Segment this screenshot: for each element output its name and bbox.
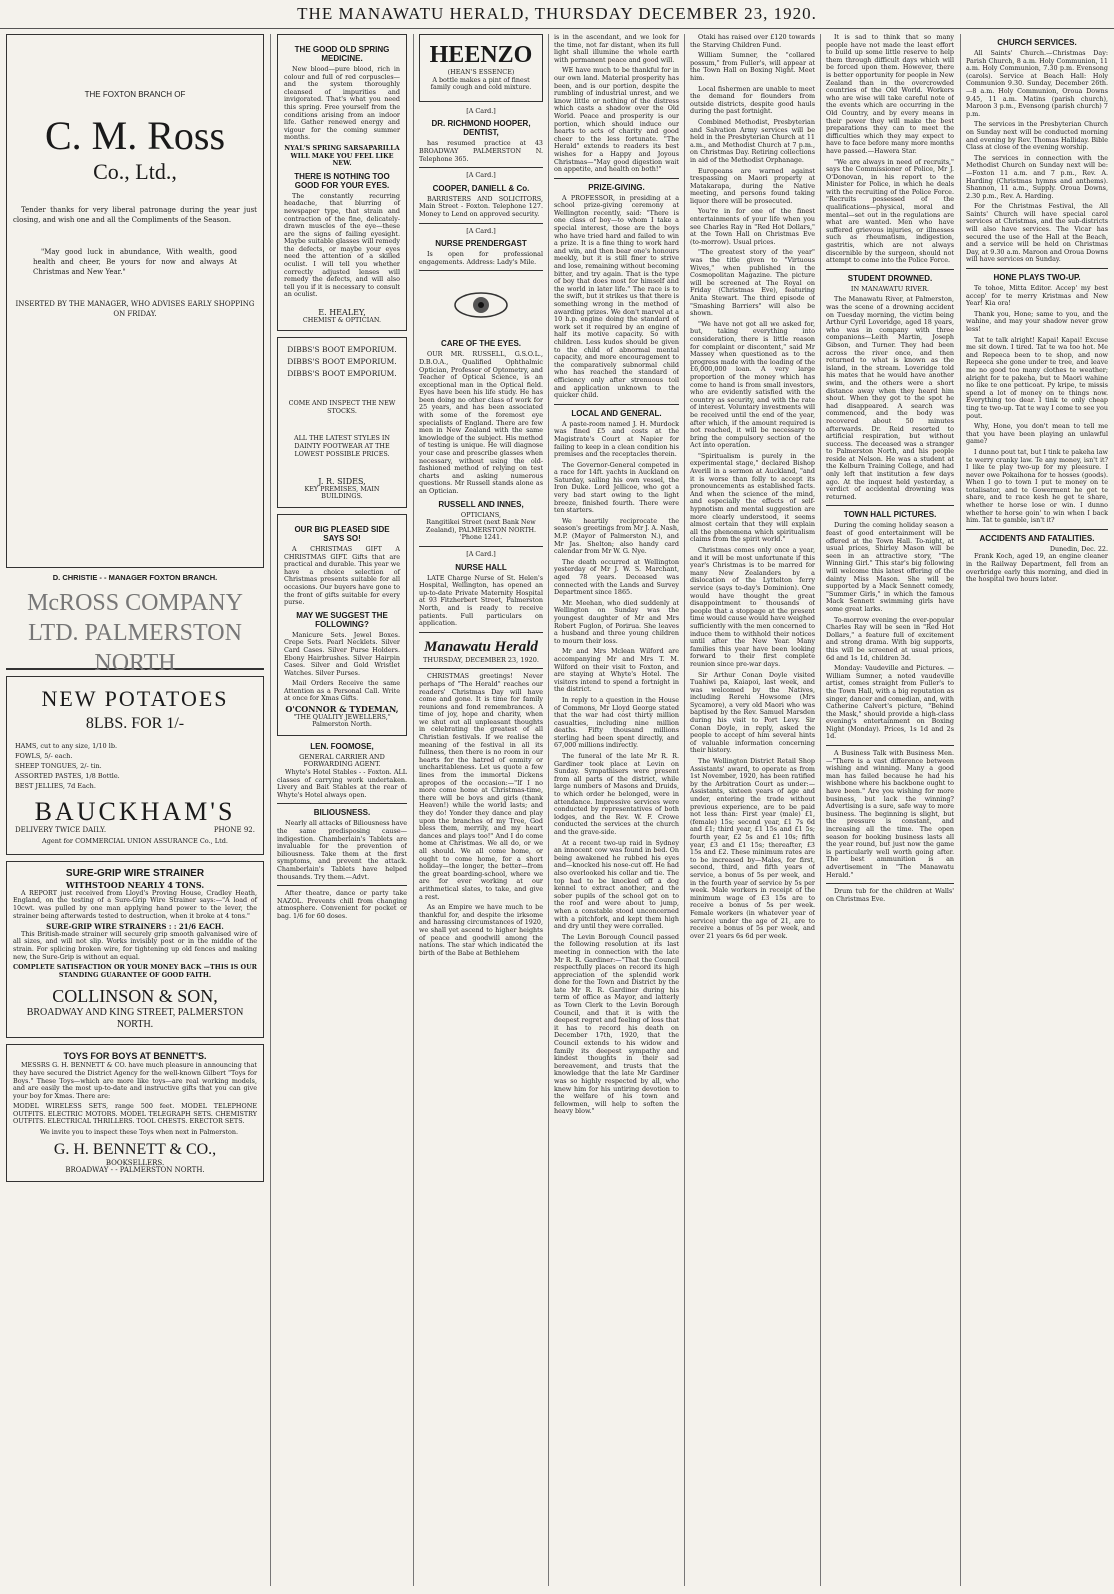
divider [826,505,954,506]
town-title: TOWN HALL PICTURES. [843,510,937,520]
boots-advert [277,337,407,508]
spring-advert [277,34,407,331]
news-item: "We have not got all we asked for, but, taking everything into consideration, there is little reason for complaint or discontent," said Mr Massey when questioned as to the progress made with the loading of the £6,000,000 loan. A very large proportion of the money which has come to hand is from small investors, who are evidently satisfied with the country as security, and with the rate of interest. Voluntary investments will be received until the end of the year, after which, if the amount required is not reached, it will be necessary to bring the compulsory section of the Act into operation. [690,319,815,450]
divider [826,745,954,746]
strainer-text2: This British-made strainer will securely grip smooth galvanised wire of all sizes, and will not slip. Works invisibly post or in the middle of the strain. For splicing broken wire, for tightening up old fences and making new, the Sure-Grip is without an equal. [13,929,257,961]
russell-address: Rangitikei Street (next Bank New Zealand), PALMERSTON NORTH. 'Phone 1241. [425,518,537,542]
divider [419,546,543,547]
xmas-title: OUR BIG PLEASED SIDE SAYS SO! [294,524,390,543]
student-sub: IN MANAWATU RIVER. [850,284,930,293]
column-divider [820,34,821,1586]
local-text: The Governor-General competed in a race for 14ft. yachts in Auckland on Saturday, sailing his own vessel, the Iron Duke. Lord Jellicoe, who got a very bad start owing to the light breeze, finished fourth. There were ten starters. [554,460,679,515]
accidents-place: Dunedin, Dec. 22. [1049,544,1108,553]
news-item: The Wellington District Retail Shop Assistants' award, to operate as from 1st November, 1920, has been ratified by the Arbitration Court as under:—Assistants, sixteen years of age and under, entering the trade without previous experience, are to be paid not less than: First year (male) £1, (female) 15s; second year, £1 7s 6d and £1; third year, £1 15s and £1 5s; fourth year, £2 5s and £1 10s; fifth year, £3 and £1 15s; thereafter, £3 15s and £2. These minimum rates are to be increased by—Males, for first, second, third, and fifth years of service, a bonus of 5s per week, and in the fourth year of service by 5s per week. Male workers in receipt of the minimum wage of £3 15s are to receive a bonus of 5s per week. Female workers (in whatever year of service) under the age of 21, are to receive a bonus of 5s per week, and over 21 years 6s 6d per week. [690,757,815,940]
local-title: LOCAL AND GENERAL. [571,408,662,418]
siders-name: J. R. SIDES, [318,477,366,487]
healey-sub: CHEMIST & OPTICIAN. [302,315,382,324]
column-2 [277,34,407,1586]
prize-text: A PROFESSOR, in presiding at a school prize-giving ceremony at Wellington recently, said: "There is one class of boy—to whom I take a special interest, those are the boys who have tried hard and failed to win a prize. It is a fine thing to work hard and win, and then bear one's honours meekly, but it is still finer to strive and lose, remaining without becoming bitter, and try again. That is the type of boy that does most for himself and the world in later life." The race is to the swift, but it strikes us that there is something wrong in the method of awarding prizes. We don't marvel at a 10 h.p. engine doing the standard of work set it required by an engine of half its motive capacity. So with children. Less kudos should be given to the child of abnormal mental capacity, and more encouragement to the comparatively subnormal child who has reached the standard of efficiency only after strenuous toil and application unknown to the quicker child. [554,193,679,400]
divider [554,178,679,179]
church-title: CHURCH SERVICES. [997,38,1077,47]
toys-title: TOYS FOR BOYS AT BENNETT'S. [63,1051,207,1062]
news-item: Sir Arthur Conan Doyle visited Tuahiwi pa, Kaiapoi, last week, and was welcomed by the Natives, including Rerehi Howsome (Mrs Sycamore), a very old Maori who was baptised by the Rev. Samuel Marsden during his visit to Port Levy. Sir Conan Doyle, in reply, asked the people to accept of him several hints of valuable information concerning their history. [690,670,815,755]
eye-illustration [419,275,543,335]
len-text: Whyte's Hotel Stables - - Foxton. ALL classes of carrying work undertaken. Livery and Bait Stables at the rear of Whyte's Hotel always open. [277,768,407,799]
divider [419,668,543,669]
care-title: CARE OF THE EYES. [440,339,521,349]
divider [554,404,679,405]
news-item: "We are always in need of recruits," says the Commissioner of Police, Mr J. O'Donovan, in his report to the Minister for Police, in which he deals with the recruiting of the Police Force. "Recruits possessed of the qualifications—physical, moral and mental—set out in the regulations are what are wanted. Men who have suffered grievous injuries, or illnesses such as rheumatism, indigestion, gastritis, which are not always discernible by the surgeon, should not attempt to come into the Police Force. [826,157,954,265]
divider [419,632,543,633]
masthead: THE MANAWATU HERALD, THURSDAY DECEMBER 23, 1920. [0,0,1114,29]
oconnor-sub: "THE QUALITY JEWELLERS," Palmerston North. [293,712,391,729]
healey-name: E. HEALEY, [318,308,366,318]
divider [966,529,1108,530]
bennett-name: G. H. BENNETT & CO., [53,1140,217,1158]
local-text: Mr and Mrs Mclean Wilford are accompanying Mr and Mrs T. M. Wilford on their visit to Foxton, and are staying at Whyte's Hotel. The visitors intend to spend a fortnight in the district. [554,647,679,694]
strainer-guarantee: COMPLETE SATISFACTION OR YOUR MONEY BACK —THIS IS OUR STANDING GUARANTEE OF GOOD FAITH. [13,963,257,979]
potatoes-advert [6,676,264,855]
xmas-text2: Mail Orders Receive the same Attention as a Personal Call. Write at once for Xmas Gifts. [284,679,400,703]
divider [419,270,543,271]
news-item: Combined Methodist, Presbyterian and Salvation Army services will be held in the Presbyterian Church at 11 a.m., and Methodist Church at 7 p.m., on Christmas Day. Retiring collections in aid of the Methodist Orphanage. [690,117,815,164]
church-text: The services in connection with the Methodist Church on Sunday next will be:—Foxton 11 a.m. and 7 p.m., Rev. A. Harding (Christmas hymns and anthems). Shannon, 11 a.m., Supply. Oroua Downs, 2.30 p.m., Rev. A. Harding. [966,153,1108,200]
ross-name: C. M. Ross [44,112,226,158]
herald-date: THURSDAY, DECEMBER 23, 1920. [423,655,539,664]
town-text: During the coming holiday season a feast of good entertainment will be offered at the Town Hall. To-night, at usual prices, Shirley Mason will be seen in an attractive story, "The Winning Girl." This star's big following will welcome this latest offering of the dainty Miss Mason. She will be supported by a Mack Sennett comedy, "Summer Girls," in which the famous Mack Sennett swimming girls have some great larks. [826,521,954,613]
toys-list: MODEL WIRELESS SETS, range 500 feet. MODEL TELEPHONE OUTFITS. ELECTRIC MOTORS. MODEL TELEGRAPH SETS. CHEMISTRY OUTFITS. ELECTRICAL THRILLERS. TOOL CHESTS. ERECTOR SETS. [13,1102,257,1126]
potatoes-items [15,741,255,791]
bauckham-delivery-row [15,827,255,835]
student-text: The Manawatu River, at Palmerston, was the scene of a drowning accident on Tuesday morning, the victim being Arthur Cyril Loveridge, aged 18 years, who was in company with three companions—Leith Martin, Joseph Gibson, and Turner. They had been across the river once, and then returned to what is known as the island, in the stream. Loveridge told his mates that he would have another swim, and the others were a short distance away when they heard him shout. When they got to the spot he had disappeared. A search was commenced, and the body was recovered about 50 minutes afterwards. Dr. Reid resorted to artificial respiration, but without success. The deceased was a stranger to Palmerston North, and his people reside at Nelson. He was a student at the Kelburn Training College, and had only left that institution a few days ago. At the inquest held yesterday, a verdict of accidental drowning was returned. [826,295,954,501]
local-text: In reply to a question in the House of Commons, Mr Lloyd George stated that the war had cost thirty million casualties, including nine million deaths. Fifty thousand millions sterling had been spent directly, and 67,000 millions indirectly. [554,695,679,750]
toys-advert [6,1044,264,1182]
strainer-price: SURE-GRIP WIRE STRAINERS : : 21/6 EACH. [46,922,224,932]
eyes-title: THERE IS NOTHING TOO GOOD FOR YOUR EYES. [294,171,390,190]
ross-footer: INSERTED BY THE MANAGER, WHO ADVISES EARLY SHOPPING ON FRIDAY. [15,299,255,318]
potatoes-item: SHEEP TONGUES, 2/- tin. [15,761,102,770]
len-sub: GENERAL CARRIER AND FORWARDING AGENT. [299,752,385,769]
card-label: [A Card.] [466,171,496,180]
herald-title: Manawatu Herald [424,638,538,655]
bennett-address: BROADWAY - - PALMERSTON NORTH. [65,1166,205,1175]
eyes-text: The constantly recurring headache, that blurring of newspaper type, that strain and contraction of the fine, delicately-drawn muscles of the eye—these are the signs of failing eyesight. Maybe suitable glasses will remedy the defects, or maybe your eyes need the attention of a skilled oculist. I will tell you whether correctly adjusted lenses will remedy the defects, and will also tell you if it is necessary to consult an oculist. [284,191,400,299]
hooper-name: DR. RICHMOND HOOPER, DENTIST, [431,119,531,138]
xmas-advert [277,514,407,736]
column-1 [6,34,264,1586]
bauckham-phone: PHONE 92. [213,825,255,834]
news-item: It is sad to think that so many people have not made the least effort to build up some little reserve to help them through difficult days which will be forced upon them. However, there is better opportunity for people in New Zealand than in the overcrowded countries of the Old World. Workers who are wise will take careful note of the events which are occurring in the Old Country, and by every means in their power they will make the best preparations they can to meet the difficulties which they may expect to have to face before many more months have passed.—Hawera Star. [826,34,954,155]
care-text: OUR MR. RUSSELL, G.S.O.L., D.B.O.A., Qualified Ophthalmic Optician, Professor of Optometry, and Teacher of Optical Science, is an exceptional man in the Optical field. Eyes have been his life study. He has been doing no other class of work for 25 years, and has been associated with some of the foremost eye specialists of England. There are few men in New Zealand with the same knowledge of the subject. His method of testing is unique. He will diagnose your case and prescribe glasses when necessary, without using the old-fashioned method of relying on test charts and asking numerous questions. Mr Russell stands alone as an Optician. [419,350,543,495]
bilious-text: Nearly all attacks of Biliousness have the same predisposing cause—indigestion. Chamberlain's Tablets are invaluable for the prevention of biliousness. Take them at the first symptoms, and prevent the attack. Chamberlain's Tablets have helped thousands. Try them.—Advt. [277,819,407,881]
news-item: "The greatest story of the year" was the title given to "Virtuous Wives," when published in the Cosmopolitan Magazine. The picture will be screened at The Royal on Friday (Christmas Eve), featuring Anita Stewart. The third episode of "Smashing Barriers" will also be shown. [690,248,815,318]
eye-icon [451,285,511,325]
oconnor-name: O'CONNOR & TYDEMAN, [285,704,399,715]
divider [419,223,543,224]
divider [277,885,407,886]
editorial: CHRISTMAS greetings! Never perhaps of "The Herald" reaches our readers' Christmas Day will have come and gone. It is time for family reunions and fond remembrances. A time of joy, hope and charity, when we shut out all unpleasant thoughts in celebrating the greatest of all Christian festivals. If we realise the meaning of the festival in all its fullness, then there is no room in our hearts for the hatred of enmity or uncharitableness. Let us quote a few lines from the immortal Dickens apropos of the occasion:—"If I no more come home at Christmas-time, there will be boys and girls (thank Heaven!) while the world lasts; and they do! Yonder they dance and play upon the branches of my Tree, God bless them, merrily, and my heart dances and plays too!" And I do come home at Christmas. We all do, or we all should. We all come home, or ought to come home, for a short holiday—the longer, the better—from the great boarding-school, where we are for ever working at our arithmetical slates, to take, and give a rest. [419,672,543,901]
cooper-text: BARRISTERS AND SOLICITORS, Main Street - Foxton. Telephone 127. Money to Lend on approved security. [419,194,543,218]
xmas-items: Manicure Sets. Jewel Boxes. Crepe Sets. Pearl Necklets. Silver Card Cases. Silver Purse Holders. Ebony Hairbrushes. Silver Hairpin Cases. Silver and Gold Wristlet Watches. Silver Purses. [284,630,400,677]
local-text: We heartily reciprocate the season's greetings from Mr J. A. Nash, M.P. (Mayor of Palmerston N.), and Mr Jas. Shelton; also handy card calendar from Mr W. G. Nye. [554,516,679,556]
hone-text: Te tohoe, Mitta Editor. Accep' my best accep' for te merry Kristmas and New Year! Kia ora! [966,284,1108,308]
divider [419,167,543,168]
potatoes-price: 8LBS. FOR 1/- [85,714,185,732]
nurse-hall-text: LATE Charge Nurse of St. Helen's Hospital, Wellington, has opened an up-to-date Private Maternity Hospital at 93 Fitzherbert Street, Palmerston North, and is ready to receive patients. Full particulars on application. [419,573,543,628]
church-text: The services in the Presbyterian Church on Sunday next will be conducted morning and evening by Rev. Thomas Halliday. Bible Class at close of the evening worship. [966,120,1108,152]
ross-company: Co., Ltd., [93,158,177,184]
potatoes-item: BEST JELLIES, 7d Each. [15,781,96,790]
column-3 [419,34,543,1586]
ross-logo: McROSS COMPANY LTD. PALMERSTON NORTH [6,588,264,670]
boots-text: COME AND INSPECT THE NEW STOCKS. [288,399,396,415]
bennett-sub: BOOKSELLERS. [105,1158,165,1167]
boots-title: DIBBS'S BOOT EMPORIUM. DIBBS'S BOOT EMPORIUM. DIBBS'S BOOT EMPORIUM. [287,345,397,379]
potatoes-item: FOWLS, 5/- each. [15,751,73,760]
local-text: The Levin Borough Council passed the following resolution at its last meeting in connection with the late Mr R. R. Gardiner:—"That the Council respectfully places on record its high appreciation of the splendid work done for the Town and District by the late Mr R. R. Gardiner during his term of office as Mayor, and latterly as Town Clerk to the Levin Borough Council, and that it is with the deepest regret and feeling of loss that it has to record his death on December 17th, 1920, that the Council extends to his widow and family its deepest sympathy and kindest thoughts in their sad bereavement, and trusts that the knowledge that the late Mr Gardiner was so highly respected by all, who knew him for his untiring devotion to the welfare of his town and fellowmen, will help to soften the heavy blow." [554,932,679,1116]
hone-title: HONE PLAYS TWO-UP. [993,273,1081,283]
potatoes-item: ASSORTED PASTES, 1/8 Bottle. [15,771,120,780]
strainer-text: A REPORT just received from Lloyd's Proving House, Cradley Heath, England, on the testing of a Sure-Grip Wire Strainer says:—"A load of 10cwt. was pulled by one man applying hand power to the lever, the strainer being afterwards tested to destruction, when it broke at 4 tons." [13,888,257,920]
news-item: Otaki has raised over £120 towards the Starving Children Fund. [690,34,815,49]
potatoes-title: NEW POTATOES [41,685,229,711]
column-divider [413,34,414,1586]
nurse-hall-name: NURSE HALL [455,562,507,572]
russell-sub: OPTICIANS, [460,510,502,519]
heenzo-name: HEENZO [429,42,533,68]
toys-text: MESSRS G. H. BENNETT & CO. have much pleasure in announcing that they have secured the District Agency for the well-known Gilbert "Toys for Boys." These Toys—which are more like toys—are real working models, and are easily the most up-to-date and instructive gifts that you can give your boy for Xmas. There are: [13,1061,257,1100]
news-item: Christmas comes only once a year, and it will be most unfortunate if this year's Christmas is to be marred for many New Zealanders by a dislocation of the Lyttelton ferry service (says to-day's Dominion). One would have thought the great disappointment to thousands of people that a stoppage at the present time would cause would have weighed sufficiently with the men concerned to induce them to withhold their notices until after the New Year. Many families this year have been looking forward to their first complete reunion since pre-war days. [690,546,815,668]
hooper-text: has resumed practice at 43 BROADWAY PALMERSTON N. Telephone 365. [419,139,543,163]
spring-title: THE GOOD OLD SPRING MEDICINE. [294,45,390,63]
strainer-sub: WITHSTOOD NEARLY 4 TONS. [65,879,205,890]
nurse-name: NURSE PRENDERGAST [435,239,527,249]
bilious-title: BILIOUSNESS. [313,808,371,818]
column-7 [966,34,1108,1586]
column-5 [690,34,815,1586]
hone-text: I dunno pout tat, but I tink te pakeha law te werry cranky law. Te any money, isn't it? I like te play two-up for my pleesure. I never owe Pokaihona for te hosses (goods). When I go to town I put te money on te totalisator, and te Gowerment he get te share, and te race kesh he get te share, whether te horse lose or win. I dunno whether te horse goin' to win when I back him. Tat te gamble, isn't it? [966,447,1108,525]
after-text: After theatre, dance or party take NAZOL. Prevents chill from changing atmosphere. Convenient for pocket or bag. 1/6 for 60 doses. [277,889,407,920]
xmas-text: A CHRISTMAS GIFT A CHRISTMAS GIFT. Gifts that are practical and durable. This year we have a choice selection of Christmas presents suitable for all occasions. Our buyers have gone to the front of gifts suitable for every purse. [284,544,400,607]
local-text: The funeral of the late Mr R. R. Gardiner took place at Levin on Sunday. Sympathisers were present from all parts of the district, while large numbers of Masons and Druids, to which order he belonged, were in attendance. Impressive services were conducted by representatives of both lodges, and the Rev. W. F. Crowe conducted the services at the church and the grave-side. [554,752,679,836]
heenzo-sub: (HEAN'S ESSENCE) [447,68,515,76]
spring-text: New blood—pure blood, rich in colour and full of red corpuscles—and the system thoroughly cleansed of impurities and invigorated. That's what you need this spring. Free yourself from the conditions arising from an indoor life. Gather renewed energy and vigour for the coming summer months. [284,65,400,142]
divider [826,883,954,884]
editorial2: As an Empire we have much to be thankful for, and despite the irksome and harassing circumstances of 1920, we shall yet ascend to higher heights of peace and goodwill among the nations. The star which indicated the birth of the Babe at Bethlehem [419,903,543,957]
nurse-text: Is open for professional engagements. Address: Lady's Mile. [419,250,543,266]
card-label: [A Card.] [466,106,496,115]
editorial-cont2: WE have much to be thankful for in our own land. Material prosperity has been, and is our portion, despite the rumbling of industrial unrest, and we know little or nothing of the distress which casts a shadow over the Old World. Peace and prosperity is our portion, which should induce our hearts to acts of charity and good cheer to the less fortunate. "The Herald" extends to readers its best wishes for a Happy and Joyous Christmas—"May good digestion wait on appetite, and health on both!" [554,66,679,174]
drum-text: Drum tub for the children at Walls' on Christmas Eve. [826,887,954,903]
bauckham-name: BAUCKHAM'S [34,796,236,826]
collinson-address: BROADWAY AND KING STREET, PALMERSTON NORTH. [26,1007,244,1031]
heenzo-text: A bottle makes a pint of finest family cough and cold mixture. [430,75,532,92]
church-text: All Saints' Church.—Christmas Day: Parish Church, 8 a.m. Holy Communion, 11 a.m. Holy Communion, 7.30 p.m. Evensong (carols). Service at Beach Hall: Holy Communion 9.30. Sunday, December 26th.—8 a.m. Holy Communion, Oroua Downs 9.45, 11 a.m. Matins (parish church), Maroon 3 p.m., Evensong (parish church) 7 p.m. [966,49,1108,118]
strainer-advert [6,861,264,1039]
editorial-cont: is in the ascendant, and we look for the time, not far distant, when its full light shall illumine the whole earth with permanent peace and good will. [554,34,679,64]
ross-ad-head: THE FOXTON BRANCH OF [84,90,186,99]
ross-verse: "May good luck in abundance, With wealth, good health and cheer, Be yours for now and always At Christmas and New Year." [33,247,237,276]
column-divider [548,34,549,1586]
news-item: You're in for one of the finest entertainments of your life when you see Charles Ray in "Red Hot Dollars," at the Town Hall on Christmas Eve (to-morrow). Usual prices. [690,207,815,246]
news-item: "Spiritualism is purely in the experimental stage," declared Bishop Averill in a sermon at Auckland, "and it is worse than folly to accept its pronouncements as established facts. And when the science of the mind, and especially the effects of self-hypnotism and mental suggestion are more clearly understood, it seems almost certain that they will explain all the phenomena which spiritualism claims from the spirit world." [690,451,815,544]
heenzo-advert [419,34,543,102]
xmas-question: MAY WE SUGGEST THE FOLLOWING? [296,610,388,629]
accidents-text: Frank Koch, aged 19, an engine cleaner in the Railway Department, fell from an overbridge early this morning, and died in the hospital two hours later. [966,552,1108,584]
bauckham-delivery: DELIVERY TWICE DAILY. [15,825,107,834]
hone-text: Thank you, Hone; same to you, and the wahine, and may your shadow never grow less! [966,309,1108,333]
town-text: To-morrow evening the ever-popular Charles Ray will be seen in "Red Hot Dollars," a feature full of excitement and strong drama. With big supports, this will be screened at usual prices, 6d and 1s 1d, children 3d. [826,615,954,662]
siders-sub: KEY PREMISES, MAIN BUILDINGS. [304,484,380,501]
collinson-name: COLLINSON & SON, [52,986,218,1007]
toys-invite: We invite you to inspect these Toys when next in Palmerston. [39,1128,239,1137]
russell-name: RUSSELL AND INNES, [438,499,524,509]
local-text: Mr. Meehan, who died suddenly at Wellington on Sunday was the youngest daughter of Mr and Mrs Robert Fuglon, of Porirua. She leaves a husband and three young children to mourn their loss. [554,598,679,645]
divider [826,269,954,270]
boots-text2: ALL THE LATEST STYLES IN DAINTY FOOTWEAR AT THE LOWEST POSSIBLE PRICES. [293,434,391,458]
strainer-title: SURE-GRIP WIRE STRAINER [65,867,205,879]
accidents-title: ACCIDENTS AND FATALITIES. [979,533,1095,543]
column-divider [270,34,271,1586]
column-4 [554,34,679,1586]
card-label: [A Card.] [466,549,496,558]
column-6 [826,34,954,1586]
column-divider [960,34,961,1586]
news-item: William Sumner, the "collared possum," from Fuller's, will appear at the Town Hall on Boxing Night. Meet him. [690,51,815,82]
news-item: Local fishermen are unable to meet the demand for flounders from outside districts, despite good hauls during the past fortnight. [690,84,815,116]
business-text: A Business Talk with Business Men.—"There is a vast difference between wishing and winning. Many a good man has failed because he had his wishbone where his backbone ought to have been." Are you wishing for more business, but lack the winning? Advertising is a sure, safe way to more business. The beginning is slight, but the pressure is constant, and increasing all the time. The open season for booking business lasts all the year round, but just now the game is particularly well worth going after. The best ammunition is an advertisement in "The Manawatu Herald." [826,749,954,879]
card-label: [A Card.] [466,226,496,235]
bauckham-agent: Agent for COMMERCIAL UNION ASSURANCE Co., Ltd. [42,837,228,846]
column-divider [684,34,685,1586]
ross-manager: D. CHRISTIE - - MANAGER FOXTON BRANCH. [52,573,218,582]
hone-text: Why, Hone, you don't mean to tell me that you have been playing an unlawful game? [966,422,1108,446]
ross-advert [6,34,264,568]
news-item: Europeans are warned against trespassing on Maori property at Matakarapa, during the Native meeting, and persons found taking liquor there will be prosecuted. [690,166,815,205]
hone-text: Tat te talk alright! Kapai! Kapai! Excuse me sit down. I tired. Tat te wa too hot. Me and Repeeca been to te shop, and now Repeeca she gone under te tree, and leave me no good too many clothes te weather; alright for te pakeha, but te Maori wahine no like te one petticoat. Py kripe, te missis spend a lot of money on te things now. Everything too dear. I tink te only cheap ting te two-up. Tat te way I come to see you pout. [966,335,1108,420]
local-text: The death occurred at Wellington yesterday of Mr J. W. S. Marchant, aged 78 years. Deceased was connected with the Lands and Survey Department since 1865. [554,557,679,597]
church-text: For the Christmas Festival, the All Saints' Church will have special carol services at Christmas, and the sub-districts will also have services. The Vicar has secured the use of the Hall at the Beach, and a service will be held on Christmas Day, at 9.30 a.m. Maroon and Oroua Downs will have services on Sunday. [966,202,1108,264]
len-title: LEN. FOOMOSE, [310,741,374,751]
local-text: A paste-room named J. H. Murdock was fined £5 and costs at the Magistrate's Court at Napier for failing to keep in a clean condition his premises and the receptacles therein. [554,419,679,459]
prize-title: PRIZE-GIVING. [588,182,645,192]
local-text: At a recent two-up raid in Sydney an innocent cow was found in bed. On being awakened he rubbed his eyes and—knocked his nose-cut off. He had also overlooked his collar and tie. The top had to be knocked off a dog kennel to extract another, and the sober pupils of the school got on to the roof and were about to jump, when a constable stood unconcerned with a pitchfork, and kept them high and dry until they were corralled. [554,838,679,931]
cooper-name: COOPER, DANIELL & Co. [432,183,530,193]
potatoes-item: HAMS, cut to any size, 1/10 lb. [15,741,118,750]
divider [277,803,407,804]
spring-brand: NYAL'S SPRING SARSAPARILLA WILL MAKE YOU FEEL LIKE NEW. [284,143,400,168]
town-text: Monday: Vaudeville and Pictures. —William Sumner, a noted vaudeville artist, comes straight from Fuller's to the Town Hall, with a big reputation as singer, dancer and comedian, and, with Catherine Calvert's picture, "Behind the Mask," should provide a high-class evening's entertainment on Boxing Night (Monday). Prices, 1s 1d and 2s 1d. [826,664,954,741]
ross-text: Tender thanks for very liberal patronage during the year just closing, and wish one and all the Compliments of the Season. [13,205,257,224]
student-title: STUDENT DROWNED. [847,273,933,283]
divider [966,268,1108,269]
